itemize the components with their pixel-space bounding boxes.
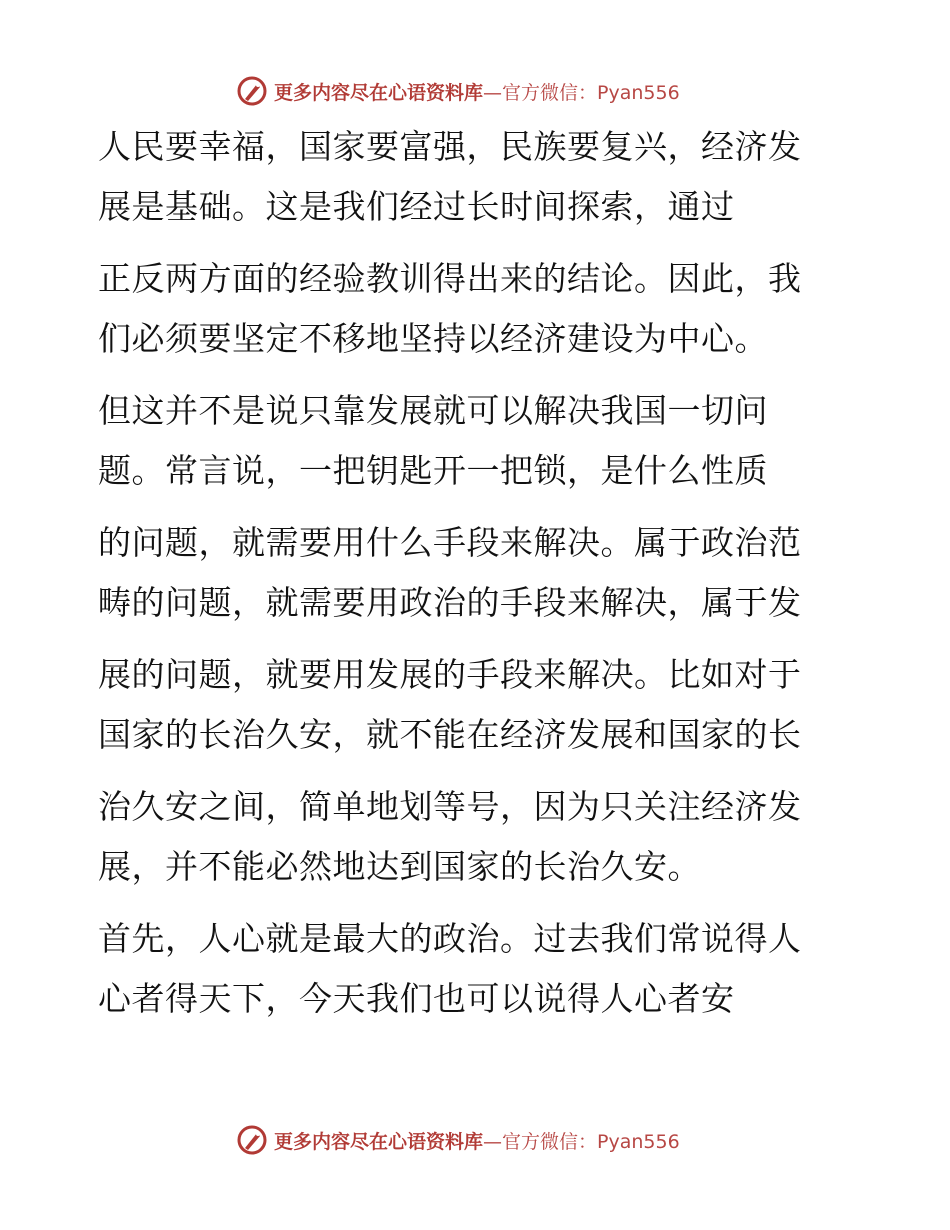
text-line: 展，并不能必然地达到国家的长治久安。 [98, 847, 701, 886]
banner-wechat-id: —官方微信：Pyan556 [483, 1130, 680, 1153]
text-line: 正反两方面的经验教训得出来的结论。因此，我 [98, 259, 802, 298]
text-line: 畴的问题，就需要用政治的手段来解决，属于发 [98, 583, 802, 622]
text-line: 心者得天下，今天我们也可以说得人心者安 [98, 979, 735, 1018]
text-line: 治久安之间，简单地划等号，因为只关注经济发 [98, 787, 802, 826]
banner-slogan: 更多内容尽在心语资料库 [274, 81, 484, 104]
text-line: 国家的长治久安，就不能在经济发展和国家的长 [98, 715, 802, 754]
text-line: 们必须要坚定不移地坚持以经济建设为中心。 [98, 319, 768, 358]
text-line: 题。常言说，一把钥匙开一把锁，是什么性质 [98, 451, 768, 490]
pen-logo-icon [236, 1124, 268, 1156]
banner-slogan: 更多内容尽在心语资料库 [274, 1130, 484, 1153]
text-line: 但这并不是说只靠发展就可以解决我国一切问 [98, 391, 768, 430]
text-line: 人民要幸福，国家要富强，民族要复兴，经济发 [98, 127, 802, 166]
text-line: 的问题，就需要用什么手段来解决。属于政治范 [98, 523, 802, 562]
text-line: 首先，人心就是最大的政治。过去我们常说得人 [98, 919, 802, 958]
banner-wechat-id: —官方微信：Pyan556 [483, 81, 680, 104]
footer-banner [236, 1123, 716, 1157]
pen-logo-icon [236, 75, 268, 107]
header-banner [236, 74, 716, 108]
text-line: 展的问题，就要用发展的手段来解决。比如对于 [98, 655, 802, 694]
text-line: 展是基础。这是我们经过长时间探索，通过 [98, 187, 735, 226]
